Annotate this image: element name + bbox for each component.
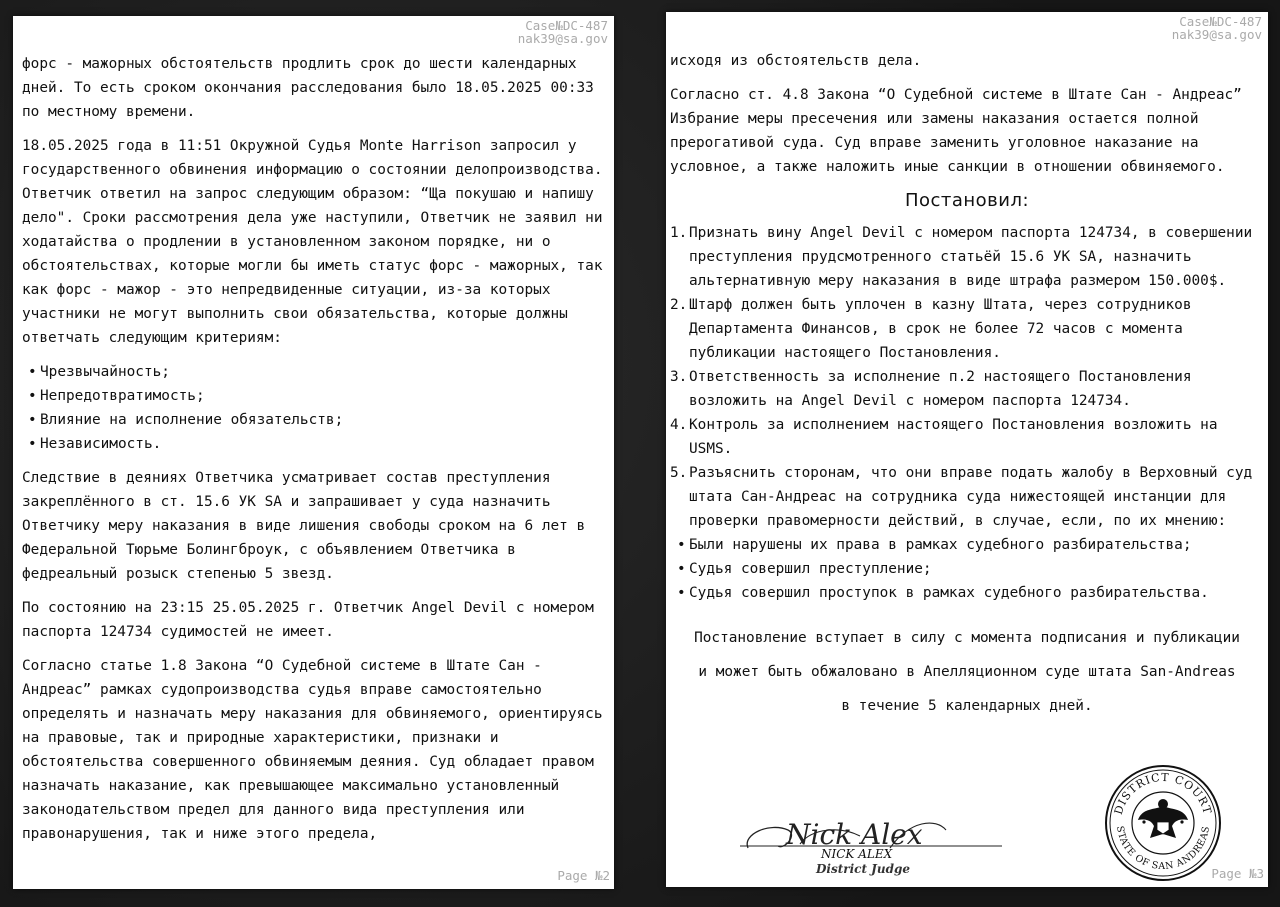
case-number: Case№DC-487 <box>525 18 608 33</box>
final-statement <box>670 621 1264 723</box>
final-line: в течение 5 календарных дней. <box>841 698 1093 714</box>
item-text: Штарф должен быть уплочен в казну Штата, через сотрудников Департамента Финансов, в срок не более 72 часов с момента публикации настоящего Постановления. <box>689 297 1192 361</box>
seal-top-text: DISTRICT COURT <box>1111 770 1215 817</box>
item-number: 1. <box>670 225 688 241</box>
document-page-2 <box>13 16 614 889</box>
paragraph: Следствие в деяниях Ответчика усматривает состав преступления закреплённого в ст. 15.6 УК SA и запрашивает у суда назначить Ответчику меру наказания в виде лишения свободы сроком на 6 лет в Федеральной Тюрьме Болингброук, с объявлением Ответчика в федреальный розыск степенью 5 звезд. <box>22 470 586 582</box>
seal-bottom-text: STATE OF SAN ANDREAS <box>1114 825 1212 873</box>
item-text: Ответственность за исполнение п.2 настоящего Постановления возложить на Angel Devil с номером паспорта 124734. <box>689 369 1192 409</box>
page-number: Page №3 <box>1211 866 1264 881</box>
paragraph: По состоянию на 23:15 25.05.2025 г. Ответчик Angel Devil с номером паспорта 124734 судимостей не имеет. <box>22 600 594 640</box>
item-number: 5. <box>670 465 688 481</box>
signature-script: Nick Alex <box>786 818 923 851</box>
item-text: Признать вину Angel Devil с номером паспорта 124734, в совершении преступления прудсмотренного статьёй 15.6 УК SA, назначить альтернативную меру наказания в виде штрафа размером 150.000$. <box>689 225 1253 289</box>
list-item: • Были нарушены их права в рамках судебного разбирательства; <box>670 533 1264 557</box>
case-number: Case№DC-487 <box>1179 14 1262 29</box>
page-header <box>518 19 608 45</box>
item-number: 4. <box>670 417 688 433</box>
item-number: 2. <box>670 297 688 313</box>
court-seal-icon <box>1104 764 1222 882</box>
appeal-grounds-list <box>670 533 1264 605</box>
signer-title: District Judge <box>816 862 910 876</box>
list-item: • Судья совершил преступление; <box>670 557 1264 581</box>
document-page-3 <box>666 12 1268 887</box>
ruling-item <box>670 365 1264 413</box>
item-number: 3. <box>670 369 688 385</box>
ruling-item <box>670 221 1264 293</box>
list-item: • Чрезвычайность; <box>22 360 612 384</box>
page-header <box>1172 15 1262 41</box>
final-line: и может быть обжаловано в Апелляционном суде штата San-Andreas <box>698 664 1236 680</box>
ruling-item <box>670 413 1264 461</box>
page-number: Page №2 <box>557 868 610 883</box>
paragraph: форс - мажорных обстоятельств продлить срок до шести календарных дней. То есть сроком окончания расследования было 18.05.2025 00:33 по местному времени. <box>22 56 594 120</box>
page-body <box>22 52 612 856</box>
ruling-items <box>670 221 1264 533</box>
list-item: • Независимость. <box>22 432 612 456</box>
signer-name: NICK ALEX <box>821 847 893 861</box>
paragraph: Согласно ст. 4.8 Закона “О Судебной системе в Штате Сан - Андреас” Избрание меры пресечения или замены наказания остается полной прерогативой суда. Суд вправе заменить уголовное наказание на условное, а также наложить иные санкции в отношении обвиняемого. <box>670 87 1242 175</box>
ruling-item <box>670 293 1264 365</box>
list-item: • Непредотвратимость; <box>22 384 612 408</box>
paragraph: 18.05.2025 года в 11:51 Окружной Судья Monte Harrison запросил у государственного обвинения информацию о состоянии делопроизводства. Ответчик ответил на запрос следующим образом: “Ща покушаю и напишу дело". Сроки рассмотрения дела уже наступили, Ответчик не заявил ни ходатайства о продлении в установленном законом порядке, ни о обстоятельствах, которые могли бы иметь статус форс - мажорных, так как форс - мажор - это непредвиденные ситуации, из-за которых участники не могут выполнить свои обязательства, которые должны ответчать следующим критериям: <box>22 138 603 346</box>
page-body <box>670 49 1264 723</box>
email: nak39@sa.gov <box>517 31 608 46</box>
item-text: Разъяснить сторонам, что они вправе подать жалобу в Верховный суд штата Сан-Андреас на сотрудника суда нижестоящей инстанции для проверки правомерности действий, в случае, если, по их мнению: <box>689 465 1253 529</box>
list-item: • Влияние на исполнение обязательств; <box>22 408 612 432</box>
ruling-heading: Постановил: <box>904 190 1030 211</box>
ruling-item <box>670 461 1264 533</box>
paragraph: исходя из обстоятельств дела. <box>670 53 922 69</box>
criteria-list <box>22 360 612 456</box>
paragraph: Согласно статье 1.8 Закона “О Судебной системе в Штате Сан - Андреас” рамках судопроизводства судья вправе самостоятельно определять и назначать меру наказания для обвиняемого, ориентируясь на правовые, так и природные характеристики, признаки и обстоятельства совершенного обвиняемым деяния. Суд обладает правом назначать наказание, как превышающее максимально установленный законодательством предел для данного вида преступления или правонарушения, так и ниже этого предела, <box>22 658 603 842</box>
final-line: Постановление вступает в силу с момента подписания и публикации <box>694 630 1240 646</box>
list-item: • Судья совершил проступок в рамках судебного разбирательства. <box>670 581 1264 605</box>
email: nak39@sa.gov <box>1171 27 1262 42</box>
item-text: Контроль за исполнением настоящего Постановления возложить на USMS. <box>689 417 1218 457</box>
